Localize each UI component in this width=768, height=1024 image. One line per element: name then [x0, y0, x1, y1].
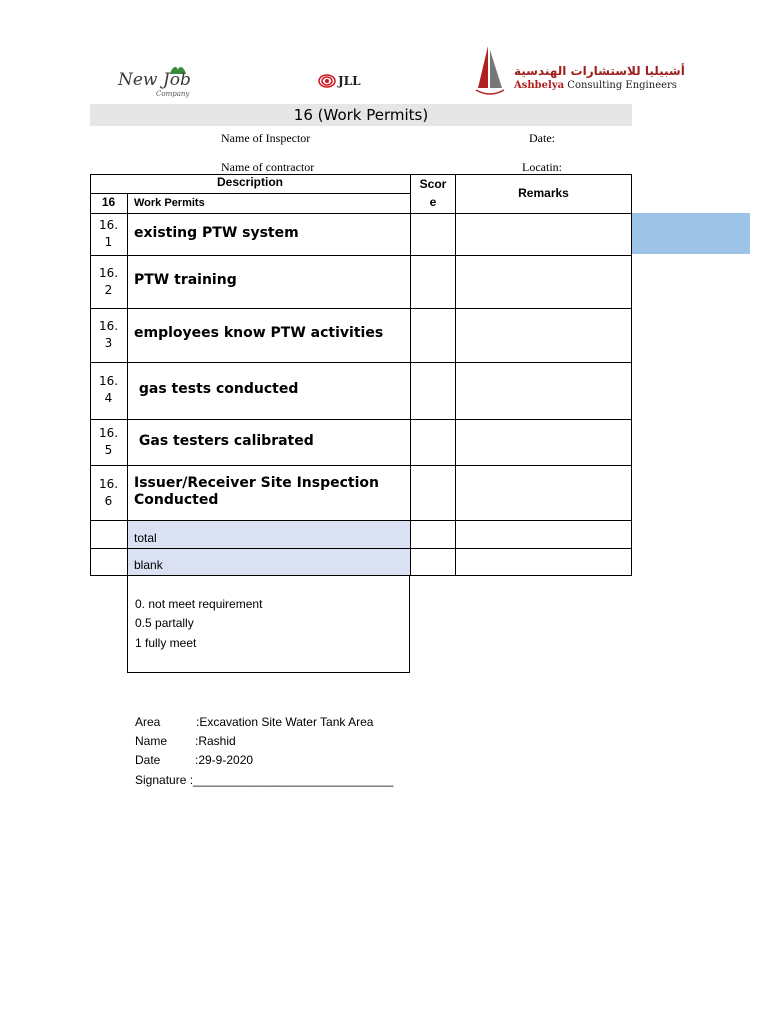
area-value: :Excavation Site Water Tank Area — [196, 715, 374, 729]
inspector-label: Name of Inspector — [221, 131, 311, 145]
legend-item: 0. not meet requirement — [135, 597, 263, 611]
new-job-logo-sub: Company — [156, 90, 190, 98]
row-number: 16. 3 — [98, 319, 119, 350]
date-key: Date — [135, 753, 161, 767]
inspection-table — [90, 174, 632, 576]
jll-logo — [318, 72, 374, 90]
area-line — [135, 715, 373, 729]
total-label: total — [134, 531, 157, 545]
signature-line: Signature :______________________________ — [135, 773, 394, 787]
row-description: employees know PTW activities — [134, 325, 384, 341]
row-description: existing PTW system — [134, 225, 299, 241]
row-description: gas tests conducted — [134, 381, 299, 397]
name-value: :Rashid — [195, 734, 236, 748]
row-number: 16. 4 — [98, 374, 119, 405]
sail-icon — [474, 44, 506, 96]
legend-item: 0.5 partally — [135, 616, 194, 630]
new-job-logo-text: New Job — [118, 70, 191, 90]
blank-label: blank — [134, 558, 163, 572]
row-number: 16. 2 — [98, 266, 119, 297]
row-number: 16. 5 — [98, 426, 119, 457]
legend-item: 1 fully meet — [135, 636, 197, 650]
highlight-block — [632, 213, 750, 254]
score-header-line1: Scor — [419, 177, 447, 191]
jll-mark-icon — [318, 74, 336, 88]
section-title: Work Permits — [134, 197, 205, 209]
location-label: Locatin: — [522, 160, 562, 174]
row-description: Gas testers calibrated — [134, 433, 314, 449]
ashbelya-brand: Ashbelya — [514, 80, 565, 91]
ashbelya-logo — [474, 44, 685, 96]
name-key: Name — [135, 734, 168, 748]
ashbelya-english-name — [514, 80, 677, 91]
contractor-label: Name of contractor — [221, 160, 315, 174]
new-job-logo — [116, 62, 216, 102]
section-number: 16 — [101, 195, 116, 209]
description-header: Description — [216, 175, 283, 189]
page-title: 16 (Work Permits) — [90, 104, 632, 126]
row-description: PTW training — [134, 272, 237, 288]
ashbelya-rest: Consulting Engineers — [564, 80, 677, 91]
date-label: Date: — [529, 131, 555, 145]
remarks-header: Remarks — [518, 186, 569, 200]
area-key: Area — [135, 715, 161, 729]
name-line — [135, 734, 236, 748]
jll-logo-text: JLL — [338, 74, 361, 88]
date-line — [135, 753, 253, 767]
row-number: 16. 1 — [98, 218, 119, 249]
date-value: :29-9-2020 — [195, 753, 254, 767]
row-description: Issuer/Receiver Site Inspection Conducted — [134, 475, 379, 508]
row-number: 16. 6 — [98, 477, 119, 508]
ashbelya-arabic-name: أشبيليا للاستشارات الهندسية — [514, 64, 685, 78]
score-header-line2: e — [429, 195, 437, 209]
